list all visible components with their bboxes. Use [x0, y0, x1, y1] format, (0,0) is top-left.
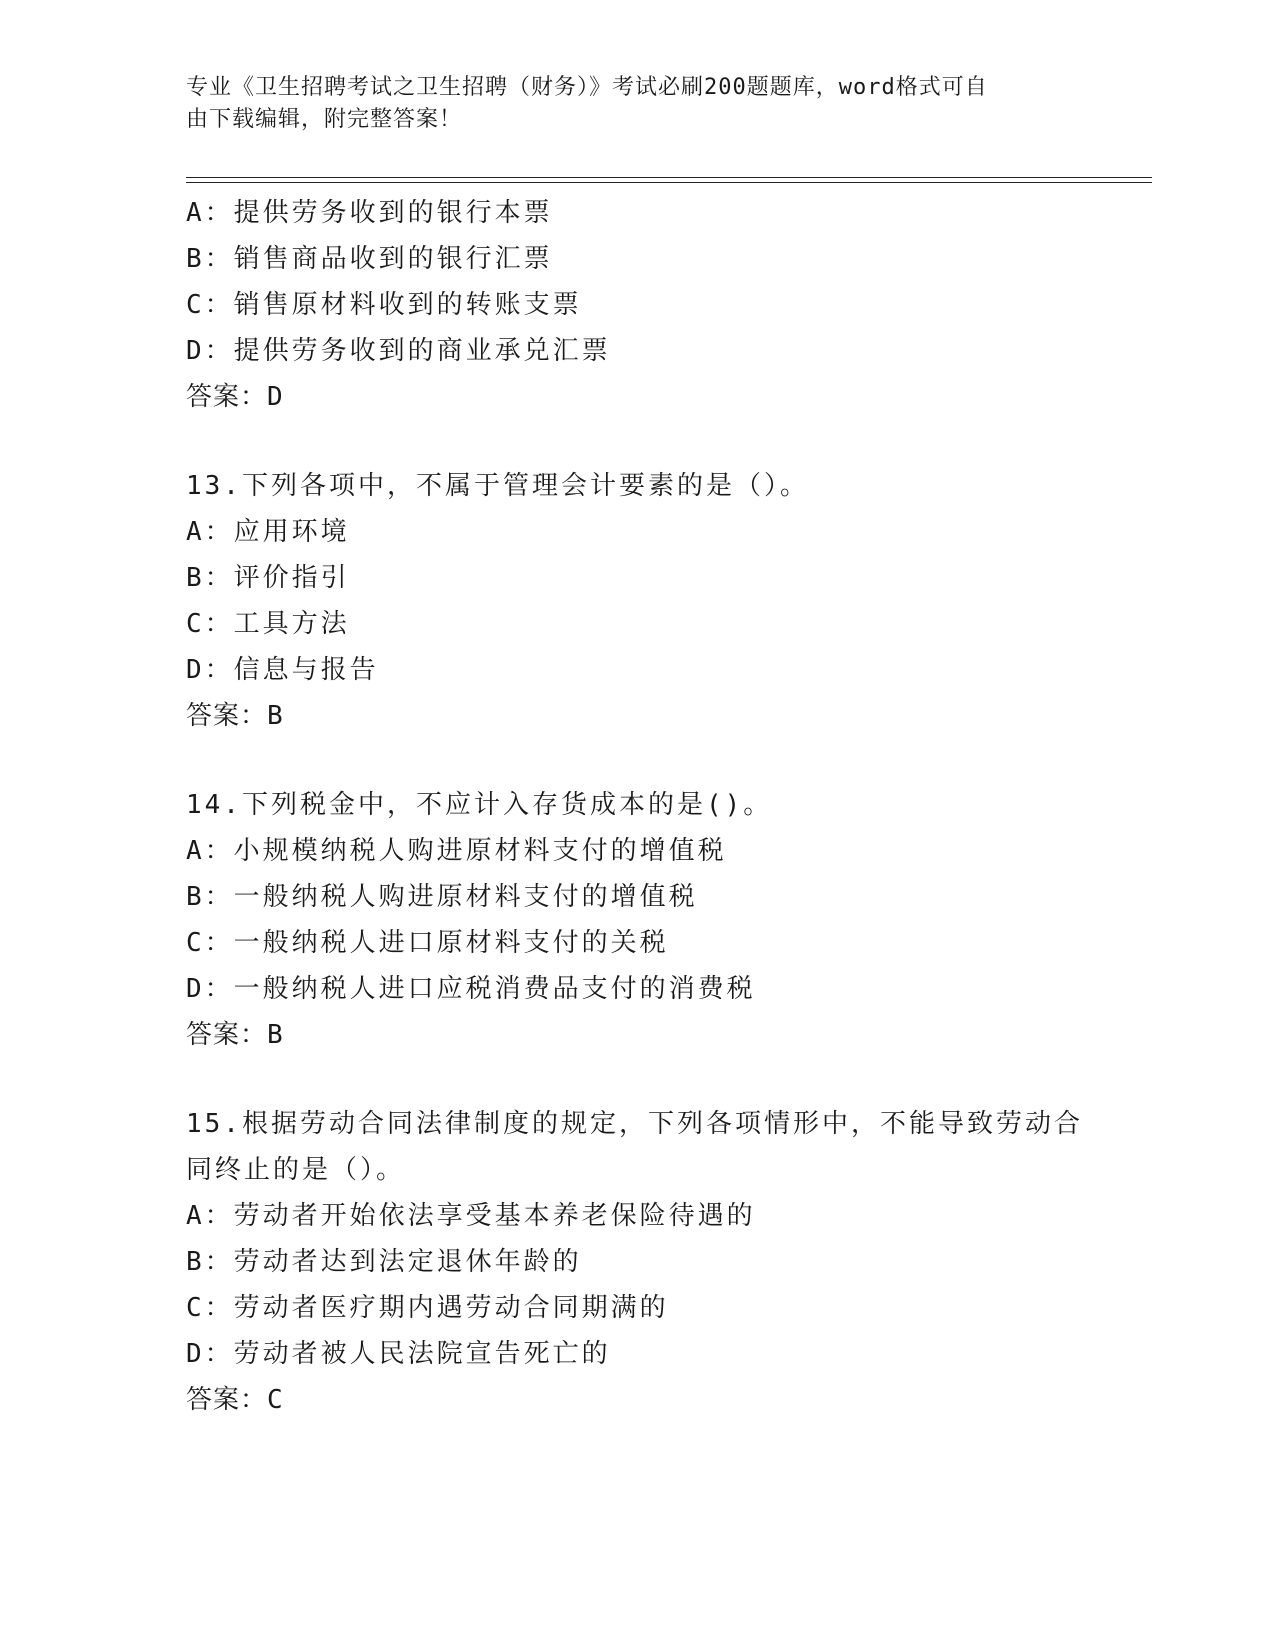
answer-line: 答案：B: [186, 1020, 284, 1050]
option-a: A：小规模纳税人购进原材料支付的增值税: [186, 836, 727, 866]
question-block-13: [186, 463, 1136, 739]
option-d: D：一般纳税人进口应税消费品支付的消费税: [186, 974, 756, 1004]
option-d: D：提供劳务收到的商业承兑汇票: [186, 336, 611, 366]
header-line-2: 由下载编辑，附完整答案！: [186, 107, 463, 132]
option-c: C：劳动者医疗期内遇劳动合同期满的: [186, 1293, 669, 1323]
spacer: [186, 739, 1136, 782]
option-b: B：劳动者达到法定退休年龄的: [186, 1247, 582, 1277]
question-text: 13.下列各项中，不属于管理会计要素的是（）。: [186, 471, 809, 501]
spacer: [186, 420, 1136, 463]
header-line-1: 专业《卫生招聘考试之卫生招聘（财务）》考试必刷200题题库，word格式可自: [186, 75, 988, 100]
answer-line: 答案：B: [186, 701, 284, 731]
question-text-line-1: 15.根据劳动合同法律制度的规定，下列各项情形中，不能导致劳动合: [186, 1109, 1083, 1139]
option-b: B：一般纳税人购进原材料支付的增值税: [186, 882, 698, 912]
question-text: 14.下列税金中，不应计入存货成本的是()。: [186, 790, 773, 820]
option-d: D：信息与报告: [186, 655, 379, 685]
option-a: A：应用环境: [186, 517, 350, 547]
header-rule-top: [186, 177, 1152, 178]
question-block-14: [186, 782, 1136, 1058]
option-b: B：评价指引: [186, 563, 350, 593]
option-c: C：销售原材料收到的转账支票: [186, 290, 582, 320]
option-c: C：一般纳税人进口原材料支付的关税: [186, 928, 669, 958]
header-rule-bottom: [186, 182, 1152, 183]
question-block-15: [186, 1101, 1136, 1423]
question-block-12: [186, 190, 1136, 420]
document-header: [186, 72, 1066, 136]
spacer: [186, 1058, 1136, 1101]
option-b: B：销售商品收到的银行汇票: [186, 244, 553, 274]
option-a: A：劳动者开始依法享受基本养老保险待遇的: [186, 1201, 756, 1231]
answer-line: 答案：D: [186, 382, 284, 412]
question-list: [186, 190, 1136, 1423]
option-c: C：工具方法: [186, 609, 350, 639]
answer-line: 答案：C: [186, 1385, 284, 1415]
option-a: A：提供劳务收到的银行本票: [186, 198, 553, 228]
question-text-line-2: 同终止的是（）。: [186, 1155, 406, 1185]
option-d: D：劳动者被人民法院宣告死亡的: [186, 1339, 611, 1369]
